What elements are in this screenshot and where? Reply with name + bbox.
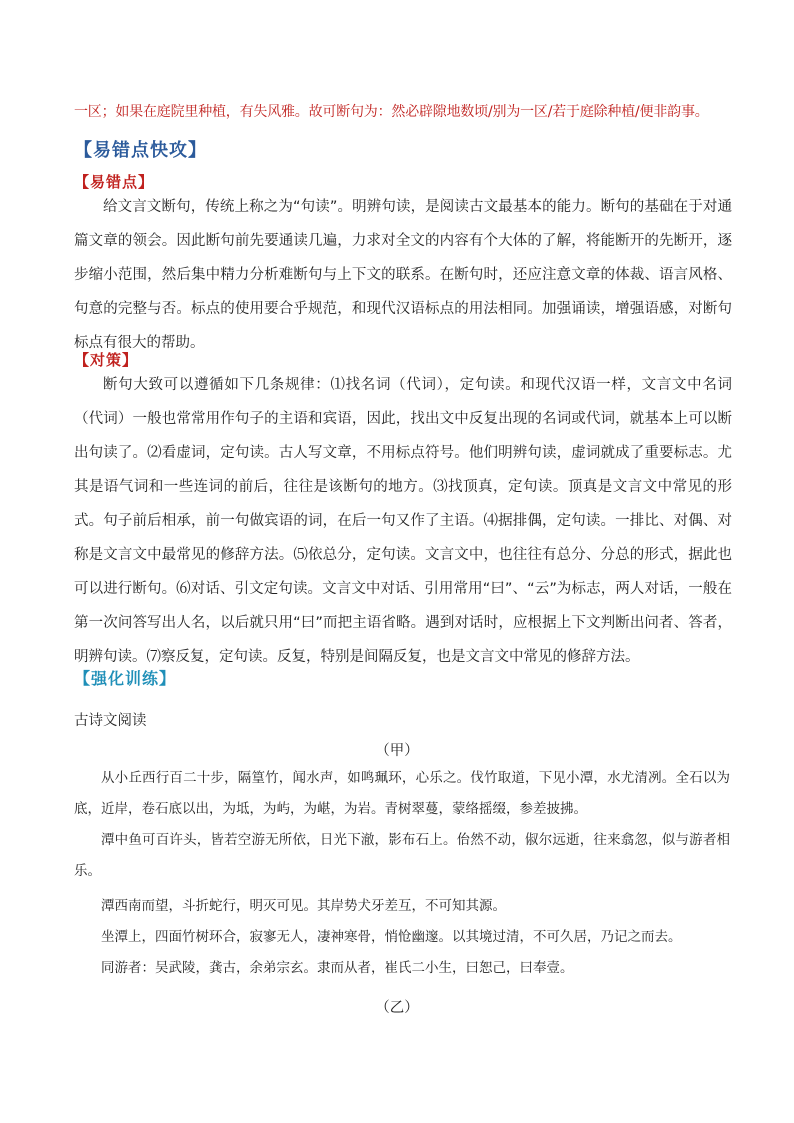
error-point-paragraph: 给文言文断句，传统上称之为“句读”。明辨句读，是阅读古文最基本的能力。断句的基础在于对通篇文章的领会。因此断句前先要通读几遍，力求对全文的内容有个大体的了解，将能断开的先断开，逐步缩小范围，然后集中精力分析难断句与上下文的联系。在断句时，还应注意文章的体裁、语言风格、句意的完整与否。标点的使用要合乎规范，和现代汉语标点的用法相同。加强诵读，增强语感，对断句标点有很大的帮助。 <box>74 199 732 351</box>
classic-paragraph-1: 从小丘西行百二十步，隔篁竹，闻水声，如鸣珮环，心乐之。伐竹取道，下见小潭，水尤清冽。全石以为底，近岸，卷石底以出，为坻，为屿，为嵁，为岩。青树翠蔓，蒙络摇缀，参差披拂。 <box>74 770 730 817</box>
subsection-title-error-point: 【易错点】 <box>74 173 155 191</box>
section-title-training: 【强化训练】 <box>74 669 177 688</box>
classic-paragraph-4: 坐潭上，四面竹树环合，寂寥无人，凄神寒骨，悄怆幽邃。以其境过清，不可久居，乃记之而去。 <box>101 929 682 945</box>
reading-title: 古诗文阅读 <box>74 713 147 729</box>
classic-paragraph-3: 潭西南而望，斗折蛇行，明灭可见。其岸势犬牙差互，不可知其源。 <box>101 898 506 914</box>
answer-continuation-line: 一区；如果在庭院里种植，有失风雅。故可断句为：然必辟隙地数顷/别为一区/若于庭除种植/便非韵事。 <box>74 104 709 120</box>
strategy-paragraph: 断句大致可以遵循如下几条规律：⑴找名词（代词），定句读。和现代汉语一样，文言文中名词（代词）一般也常常用作句子的主语和宾语，因此，找出文中反复出现的名词或代词，就基本上可以断出句读了。⑵看虚词，定句读。古人写文章，不用标点符号。他们明辨句读，虚词就成了重要标志。尤其是语气词和一些连词的前后，往往是该断句的地方。⑶找顶真，定句读。顶真是文言文中常见的形式。句子前后相承，前一句做宾语的词，在后一句又作了主语。⑷据排偶，定句读。一排比、对偶、对称是文言文中最常见的修辞方法。⑸依总分，定句读。文言文中，也往往有总分、分总的形式，据此也可以进行断句。⑹对话、引文定句读。文言文中对话、引用常用“曰”、“云”为标志，两人对话，一般在第一次问答写出人名，以后就只用“曰”而把主语省略。遇到对话时，应根据上下文判断出问者、答者，明辨句读。⑺察反复，定句读。反复，特别是间隔反复，也是文言文中常见的修辞方法。 <box>74 377 732 665</box>
classic-paragraph-5: 同游者：吴武陵，龚古，余弟宗玄。隶而从者，崔氏二小生，曰恕己，曰奉壹。 <box>101 960 574 976</box>
passage-label-yi: （乙） <box>375 1000 419 1016</box>
passage-label-jia: （甲） <box>375 743 419 759</box>
classic-paragraph-2: 潭中鱼可百许头，皆若空游无所依，日光下澈，影布石上。佁然不动，俶尔远逝，往来翕忽，似与游者相乐。 <box>74 832 730 879</box>
section-title-error-points: 【易错点快攻】 <box>74 140 207 161</box>
subsection-title-strategy: 【对策】 <box>74 351 139 369</box>
